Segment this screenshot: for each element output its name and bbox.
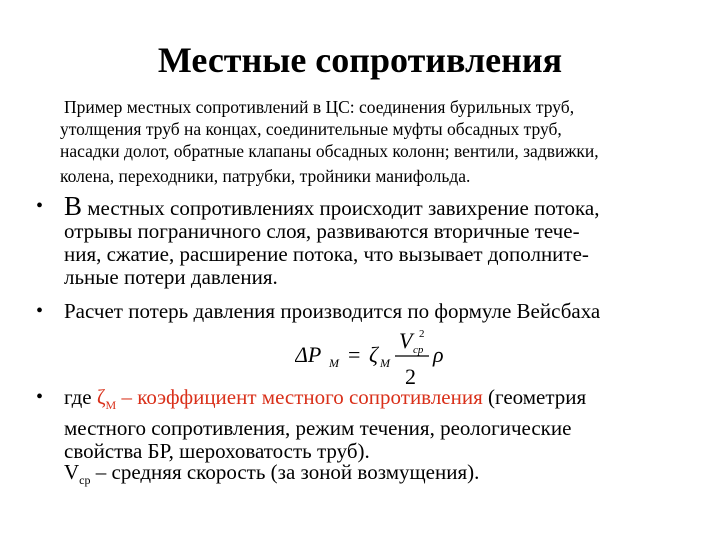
formula-denominator: 2	[405, 364, 416, 386]
formula-numerator: V	[399, 328, 413, 353]
velocity-symbol: V	[64, 460, 80, 484]
coef-rest: (геометрия	[482, 385, 587, 409]
bullet-text	[64, 191, 714, 289]
bullet-dot: •	[36, 386, 44, 408]
velocity-text: – средняя скорость (за зоной возмущения).	[90, 460, 480, 484]
bullet-line: ния, сжатие, расширение потока, что вызывает дополните-	[64, 242, 589, 266]
intro-line: колена, переходники, патрубки, тройники манифольда.	[60, 166, 471, 186]
coef-prefix: где	[64, 385, 97, 409]
slide-title: Местные сопротивления	[157, 40, 563, 80]
velocity-definition	[64, 459, 479, 493]
formula-zeta: ζ	[369, 342, 378, 367]
intro-line: утолщения труб на концах, соединительные муфты обсадных труб,	[60, 119, 562, 139]
bullet-line: местного сопротивления, режим течения, реологические	[64, 416, 572, 441]
bullet-line: отрывы пограничного слоя, развиваются вторичные тече-	[64, 219, 580, 243]
formula-numerator-sup: 2	[419, 328, 425, 340]
intro-line: насадки долот, обратные клапаны обсадных колонн; вентили, задвижки,	[60, 141, 599, 161]
formula-lhs: ΔP	[295, 342, 322, 367]
coef-definition: – коэффициент местного сопротивления	[116, 385, 483, 409]
bullet-dot: •	[36, 300, 44, 322]
formula-zeta-sub: М	[380, 356, 390, 370]
formula-rho: ρ	[433, 342, 444, 367]
bullet-first-letter: В	[64, 191, 83, 221]
bullet-text: Расчет потерь давления производится по формуле Вейсбаха	[64, 299, 601, 323]
coef-symbol: ζ	[96, 385, 106, 409]
weisbach-formula	[295, 328, 495, 386]
formula-lhs-sub: М	[329, 356, 339, 370]
bullet-line: свойства БР, шероховатость труб).	[64, 439, 370, 464]
bullet-text	[64, 386, 714, 463]
coef-symbol-sub: М	[105, 398, 117, 413]
bullet-line: льные потери давления.	[64, 265, 278, 289]
velocity-symbol-sub: ср	[79, 473, 91, 488]
bullet-line: местных сопротивлениях происходит завихрение потока,	[82, 196, 600, 220]
formula-numerator-sub: ср	[413, 344, 424, 356]
bullet-dot: •	[36, 195, 44, 217]
formula-equals: =	[348, 342, 361, 367]
intro-line: Пример местных сопротивлений в ЦС: соединения бурильных труб,	[64, 97, 575, 117]
intro-paragraph	[60, 96, 704, 187]
